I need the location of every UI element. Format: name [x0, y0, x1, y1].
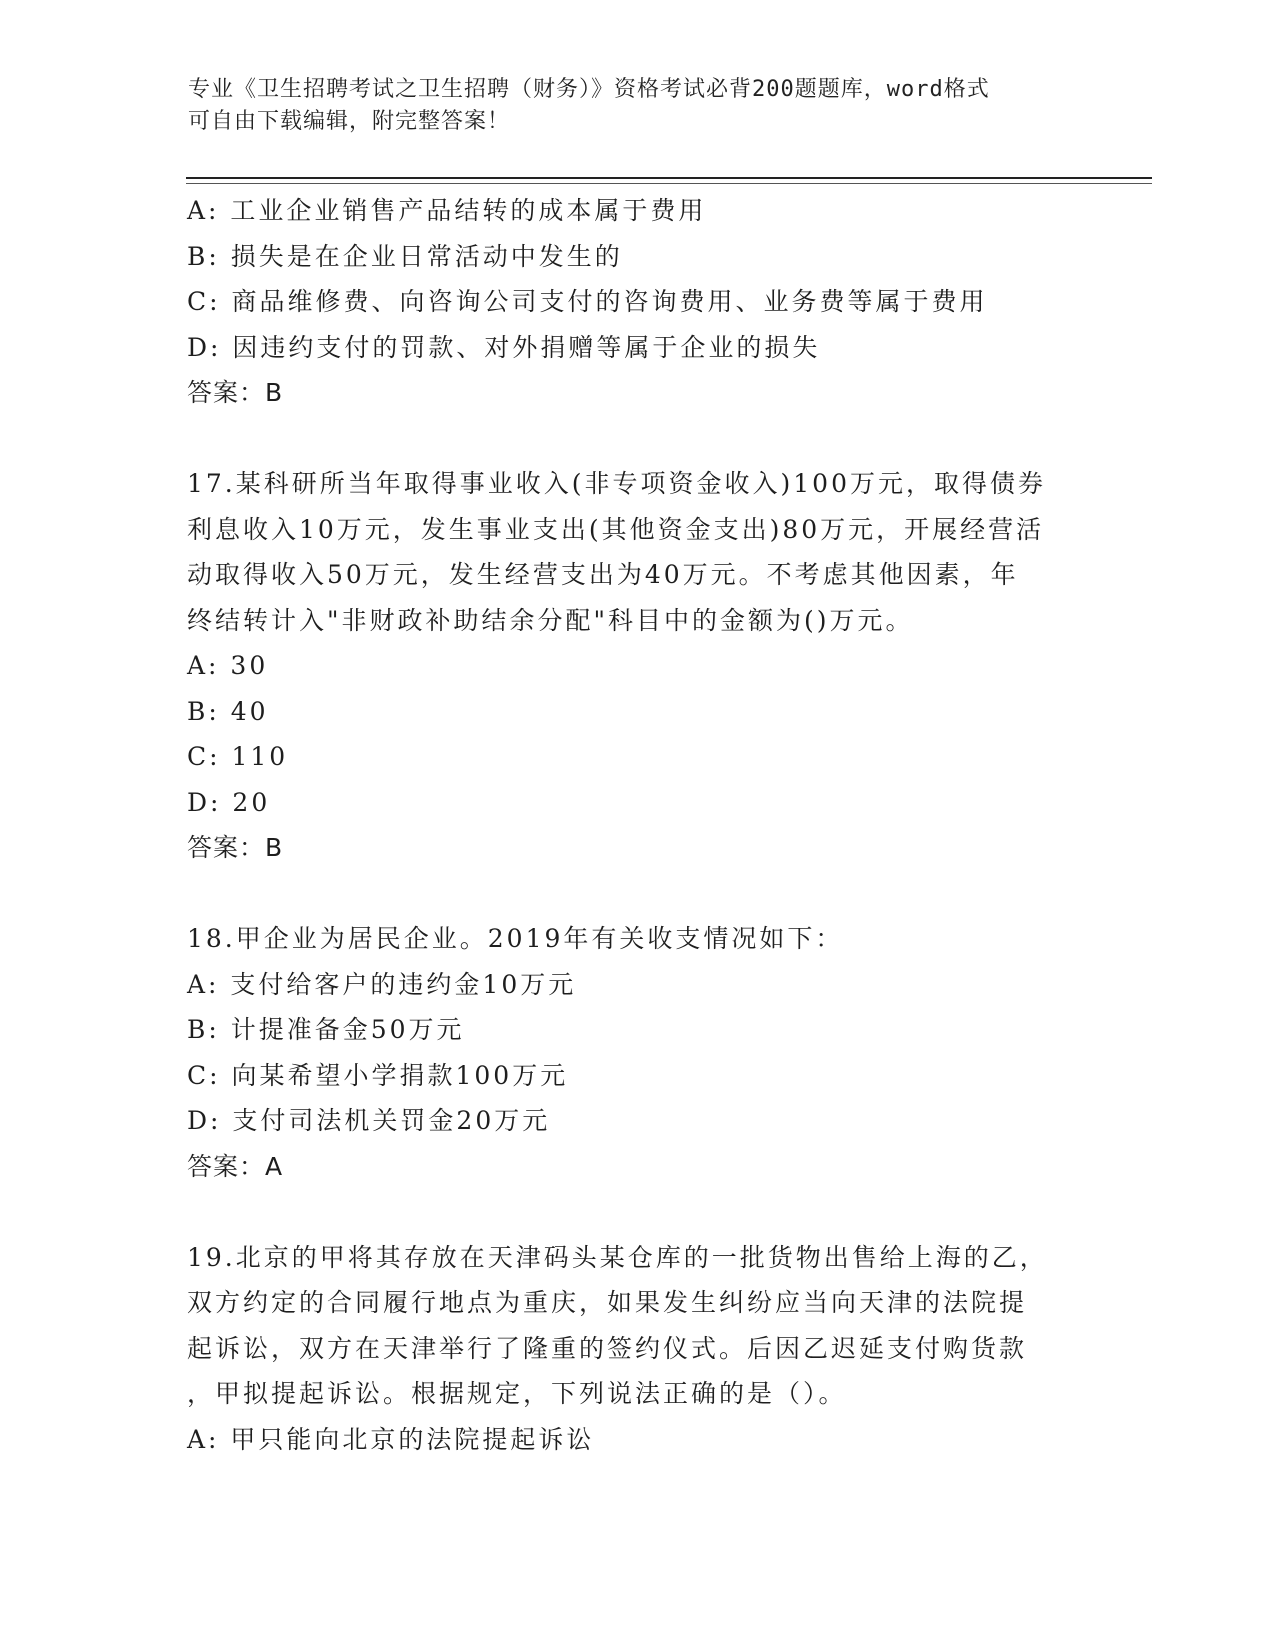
- option-c: C: 向某希望小学捐款100万元: [187, 1060, 569, 1090]
- option-b: B: 损失是在企业日常活动中发生的: [187, 241, 623, 271]
- header-divider-thin: [186, 183, 1152, 184]
- option-b: B: 40: [187, 696, 269, 726]
- answer-line: 答案：B: [187, 833, 284, 862]
- option-a: A: 甲只能向北京的法院提起诉讼: [187, 1424, 595, 1454]
- option-d: D: 20: [187, 787, 271, 817]
- question-stem-line: 19.北京的甲将其存放在天津码头某仓库的一批货物出售给上海的乙，: [187, 1242, 1048, 1272]
- header-divider-thick: [186, 177, 1152, 179]
- option-d: D: 因违约支付的罚款、对外捐赠等属于企业的损失: [187, 332, 821, 362]
- question-stem-line: ，甲拟提起诉讼。根据规定，下列说法正确的是（）。: [187, 1379, 847, 1408]
- question-stem-line: 动取得收入50万元，发生经营支出为40万元。不考虑其他因素，年: [187, 560, 1019, 589]
- question-19: [187, 1235, 1087, 1463]
- document-header: [188, 74, 1068, 138]
- header-title-line-1: 专业《卫生招聘考试之卫生招聘（财务）》资格考试必背200题题库，word格式: [188, 77, 990, 102]
- option-d: D: 支付司法机关罚金20万元: [187, 1106, 551, 1135]
- question-18: [187, 916, 1087, 1189]
- option-a: A: 30: [187, 651, 269, 680]
- option-c: C: 商品维修费、向咨询公司支付的咨询费用、业务费等属于费用: [187, 287, 988, 316]
- option-b: B: 计提准备金50万元: [187, 1015, 465, 1044]
- answer-line: 答案：B: [187, 378, 284, 407]
- question-stem-line: 双方约定的合同履行地点为重庆，如果发生纠纷应当向天津的法院提: [187, 1288, 1028, 1317]
- question-17: [187, 461, 1087, 871]
- spacer: [187, 416, 1087, 462]
- spacer: [187, 1189, 1087, 1235]
- option-a: A: 工业企业销售产品结转的成本属于费用: [187, 196, 707, 225]
- question-stem-line: 利息收入10万元，发生事业支出(其他资金支出)80万元，开展经营活: [187, 514, 1045, 544]
- option-c: C: 110: [187, 742, 289, 771]
- question-16-tail: [187, 188, 1087, 416]
- question-list: [187, 188, 1087, 1462]
- spacer: [187, 871, 1087, 917]
- header-title-line-2: 可自由下载编辑，附完整答案！: [188, 109, 511, 134]
- question-stem-line: 17.某科研所当年取得事业收入(非专项资金收入)100万元，取得债券: [187, 469, 1046, 498]
- question-stem-line: 起诉讼，双方在天津举行了隆重的签约仪式。后因乙迟延支付购货款: [187, 1333, 1028, 1363]
- question-stem-line: 18.甲企业为居民企业。2019年有关收支情况如下：: [187, 924, 844, 953]
- answer-line: 答案：A: [187, 1151, 284, 1181]
- option-a: A: 支付给客户的违约金10万元: [187, 969, 577, 999]
- question-stem-line: 终结转计入"非财政补助结余分配"科目中的金额为()万元。: [187, 605, 914, 635]
